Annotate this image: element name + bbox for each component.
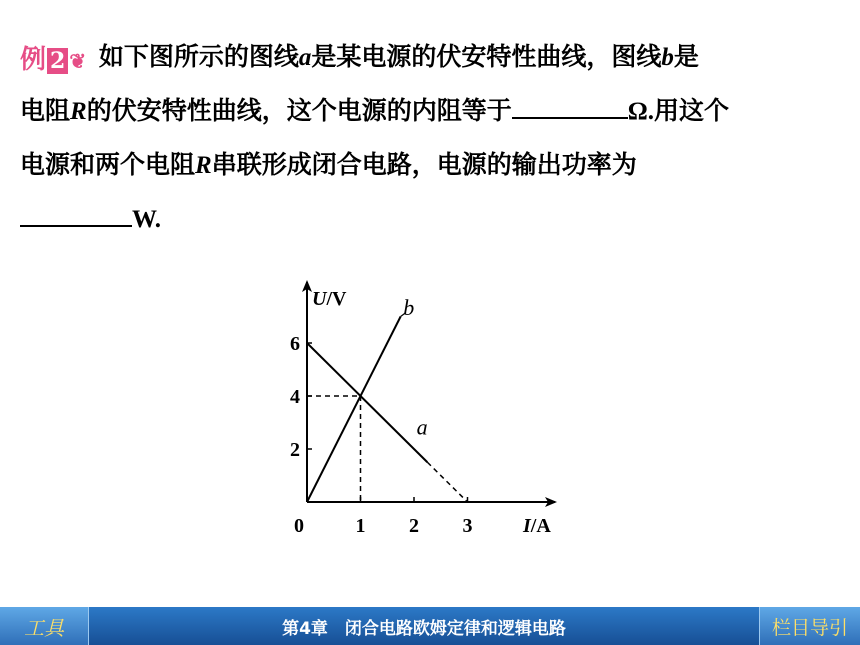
chapter-title: 第4章 闭合电路欧姆定律和逻辑电路 [282, 618, 566, 639]
series-label-a: a [416, 414, 428, 440]
iu-graph [260, 275, 570, 540]
example-number: 2 [47, 48, 68, 74]
y-tick-label: 6 [290, 333, 300, 355]
answer-blank-resistance[interactable] [512, 85, 628, 119]
x-tick-label: 1 [355, 515, 366, 537]
series-line-b [307, 317, 401, 503]
text-segment: 电源和两个电阻 [20, 150, 196, 179]
x-tick-label: 2 [409, 515, 419, 537]
text-segment: 电阻 [20, 96, 71, 125]
example-label: 例 [20, 45, 47, 75]
x-axis-label: I/A [523, 515, 551, 537]
variable-b: b [661, 44, 674, 71]
problem-line-4 [20, 192, 840, 246]
text-segment: 如下图所示的图线 [98, 42, 299, 71]
text-segment: 是某电源的伏安特性曲线，图线 [311, 42, 662, 71]
variable-r: R [70, 98, 87, 125]
problem-line-1 [20, 30, 840, 84]
problem-text [20, 30, 840, 246]
origin-label: 0 [294, 515, 304, 537]
text-segment: 用这个 [654, 96, 730, 125]
series-label-b: b [403, 295, 415, 321]
y-tick-label: 2 [290, 439, 300, 461]
y-tick-label: 4 [290, 386, 300, 408]
unit-ohm: Ω. [627, 98, 654, 125]
x-tick-label: 3 [462, 515, 473, 537]
footer-bar [0, 607, 860, 645]
text-segment: 是 [673, 42, 699, 71]
series-line-a [307, 343, 427, 462]
y-axis-label: U/V [312, 288, 347, 310]
unit-watt: W. [132, 206, 161, 233]
tool-button[interactable]: 工具 [0, 607, 89, 645]
section-nav-button[interactable]: 栏目导引 [759, 607, 860, 645]
example-badge [20, 33, 86, 88]
series-extension-a [427, 462, 467, 502]
text-segment: 的伏安特性曲线，这个电源的内阻等于 [86, 96, 512, 125]
variable-r: R [195, 152, 212, 179]
text-segment: 串联形成闭合电路，电源的输出功率为 [211, 150, 637, 179]
problem-line-2 [20, 84, 840, 138]
answer-blank-power[interactable] [20, 193, 132, 227]
problem-line-3 [20, 138, 840, 192]
leaf-icon: ❦ [69, 49, 87, 73]
variable-a: a [298, 44, 312, 71]
